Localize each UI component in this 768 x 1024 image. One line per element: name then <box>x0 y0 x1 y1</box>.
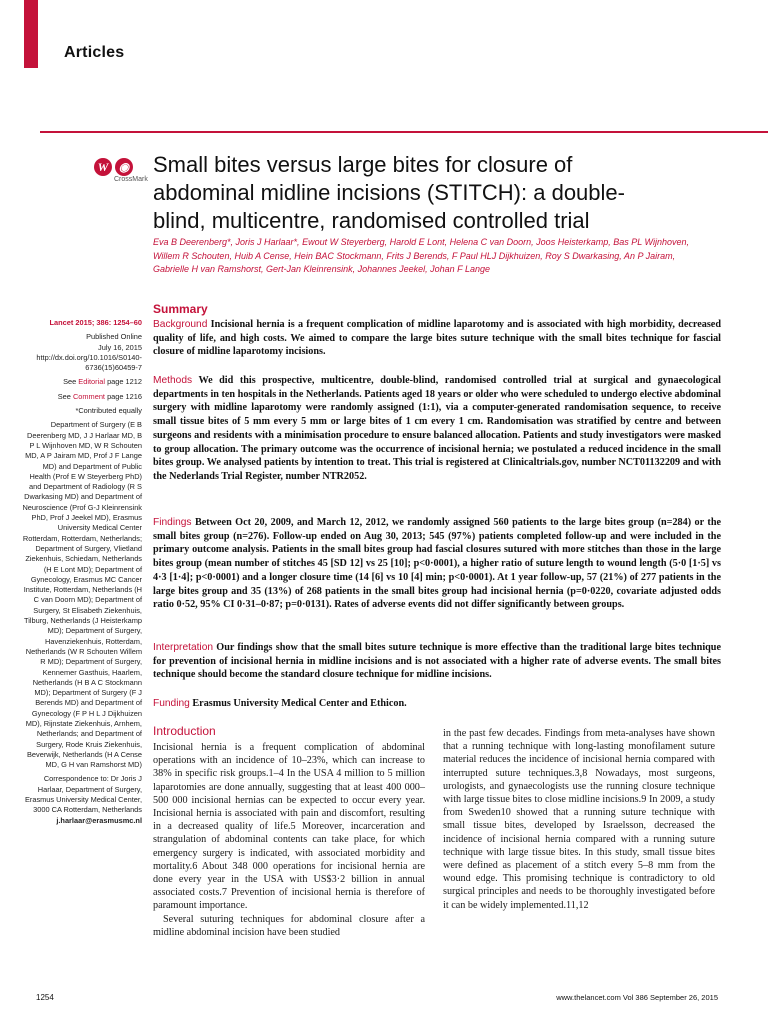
intro-paragraph-3: in the past few decades. Findings from meta-analyses have shown that a running technique with long-lasting monofilament suture material reduces the incidence of incisional hernia compared with interrupted suture techniques.3,8 Nowadays, most surgeons, urologists, and gynaecologists use the running closure technique with large tissue bites to close midline incisions.9 In 2009, a study from Sweden10 showed that a running suture technique with small tissue bites, developed by Israelsson, decreased the incidence of incisional hernia compared with a running suture technique with large tissue bites. In this study, small tissue bites were defined as placement of a stitch every 5–8 mm from the wound edge. This promising technique is contradictory to old surgical principles and needs to be thoroughly investigated before it can be widely implemented.11,12 <box>443 728 715 911</box>
findings-label: Findings <box>153 517 192 528</box>
journal-footer: www.thelancet.com Vol 386 September 26, 2015 <box>556 993 718 1002</box>
crossmark-label: CrossMark <box>114 176 148 183</box>
header-rule <box>40 131 768 133</box>
abstract-findings <box>153 516 721 612</box>
author-list: Eva B Deerenberg*, Joris J Harlaar*, Ewout W Steyerberg, Harold E Lont, Helena C van Doorn, Joos Heisterkamp, Bas PL Wijnhoven, Willem R Schouten, Huib A Cense, Hein BAC Stockmann, Frits J Berends, F Paul HLJ Dijkhuizen, Roy S Dwarkasing, An P Jairam, Gabrielle H van Ramshorst, Gert-Jan Kleinrensink, Johannes Jeekel, Johan F Lange <box>153 237 690 274</box>
funding-text: Erasmus University Medical Center and Ethicon. <box>192 698 407 709</box>
summary-heading: Summary <box>153 302 208 316</box>
article-title: Small bites versus large bites for closure of abdominal midline incisions (STITCH): a double-blind, multicentre, randomised controlled trial <box>153 152 625 233</box>
methods-label: Methods <box>153 375 193 386</box>
background-text: Incisional hernia is a frequent complication of midline laparotomy and is associated with high morbidity, decreased quality of life, and high costs. We aimed to compare the large bites suture technique with the small bites technique for fascial closure of midline laparotomy incisions. <box>153 319 721 358</box>
author-affiliations: Department of Surgery (E B Deerenberg MD, J J Harlaar MD, B P L Wijnhoven MD, W R Schouten MD, A P Jairam MD, Prof J F Lange MD) and Department of Public Health (Prof E W Steyerberg PhD) and Department of Radiology (R S Dwarkasing MD) and Department of Neuroscience (Prof G-J Kleinrensink PhD, Prof J Jeekel MD), Erasmus University Medical Center Rotterdam, Rotterdam, Netherlands; Department of Surgery, Vlietland Ziekenhuis, Schiedam, Netherlands (H E Lont MD); Department of Gynecology, Erasmus MC Cancer Institute, Rotterdam, Netherlands (H C van Doorn MD); Department of Surgery, St Elisabeth Ziekenhuis, Tilburg, Netherlands (J Heisterkamp MD); Department of Surgery, Havenziekenhuis, Rotterdam, Netherlands (W R Schouten Willem R MD); Department of Surgery, Kennemer Gasthuis, Haarlem, Netherlands (H B A C Stockmann MD); Department of Surgery (F J Berends MD) and Department of Gynecology (F P H L J Dijkhuizen MD), Rijnstate Ziekenhuis, Arnhem, Netherlands; and Department of Surgery, Rode Kruis Ziekenhuis, Beverwijk, Netherlands (H A Cense MD, G H van Ramshorst MD) <box>22 420 142 770</box>
abstract-background <box>153 318 721 359</box>
interpretation-label: Interpretation <box>153 642 214 653</box>
published-online-label: Published Online <box>86 332 142 342</box>
funding-label: Funding <box>153 698 190 709</box>
doi-link[interactable]: http://dx.doi.org/10.1016/S0140-6736(15)60459-7 <box>36 352 142 373</box>
intro-paragraph-2: Several suturing techniques for abdominal closure after a midline abdominal incision have been studied <box>153 913 425 938</box>
contributed-equally-note: *Contributed equally <box>75 406 142 416</box>
article-badges <box>94 158 148 183</box>
intro-column-1 <box>153 741 425 939</box>
intro-paragraph-1: Incisional hernia is a frequent complication of abdominal operations with an incidence of 10–23%, which can increase to 38% in specific risk groups.1–4 In the USA 4 million to 5 million laparotomies are done annually, suggesting that at least 400 000–500 000 incisional hernias can be expected to occur every year. Incisional hernia is associated with pain and discomfort, resulting in a decreased quality of life.5 Moreover, incarceration and strangulation of abdominal contents can take place, for which emergency surgery is indicated, with associated morbidity and mortality.6 About 348 000 operations for incisional hernia are done every year in the USA with US$3·2 billion in annual associated costs.7 Prevention of incisional hernia is therefore of paramount importance. <box>153 742 425 912</box>
abstract-methods <box>153 374 721 484</box>
see-comment: See Comment page 1216 <box>57 391 142 401</box>
correspondence: Correspondence to: Dr Joris J Harlaar, Department of Surgery, Erasmus University Medical Center, 3000 CA Rotterdam, Netherlands <box>24 774 142 815</box>
methods-text: We did this prospective, multicentre, double-blind, randomised controlled trial at surgical and gynaecological departments in ten hospitals in the Netherlands. Patients aged 18 years or older who were scheduled to undergo elective abdominal surgery with midline laparotomy were randomly assigned (1:1), via a computer-generated randomisation sequence, to receive small tissue bites of 5 mm every 5 mm or large bites of 1 cm every 1 cm. Randomisation was stratified by centre and between surgeons and residents with a minimisation procedure to ensure balanced allocation. Patients and study investigators were masked to group allocation. The primary outcome was the occurrence of incisional hernia; we postulated a reduced incidence in the small bites group. We analysed patients by intention to treat. This trial is registered at Clinicaltrials.gov, number NCT01132209 and with the Nederlands Trial Register, number NTR2052. <box>153 375 722 482</box>
header-accent-bar <box>24 0 38 68</box>
intro-column-2 <box>443 727 715 912</box>
interpretation-text: Our findings show that the small bites suture technique is more effective than the traditional large bites technique for prevention of incisional hernia in midline incisions and is not associated with a higher rate of adverse events. The small bites technique should become the standard closure technique for midline incisions. <box>153 642 721 681</box>
journal-reference: Lancet 2015; 386: 1254–60 <box>49 318 142 327</box>
correspondence-email[interactable]: j.harlaar@erasmusmc.nl <box>56 815 142 825</box>
background-label: Background <box>153 319 208 330</box>
crossmark-icon[interactable]: ◉ <box>115 158 133 176</box>
open-access-icon[interactable]: W <box>94 158 112 176</box>
abstract-interpretation <box>153 641 721 682</box>
comment-link[interactable]: Comment <box>72 391 105 401</box>
publication-date: July 16, 2015 <box>98 342 142 352</box>
article-sidebar <box>22 318 142 826</box>
findings-text: Between Oct 20, 2009, and March 12, 2012, we randomly assigned 560 patients to the large bites group (n=284) or the small bites group (n=276). Follow-up ended on Aug 30, 2013; 545 (97%) patients completed follow-up and were included in the primary outcome analysis. Patients in the small bites group had fascial closures sutured with more stitches than those in the large bites group (mean number of stitches 45 [SD 12] vs 25 [10]; p<0·0001), a higher ratio of suture length to wound length (5·0 [1·5] vs 4·3 [1·4]; p<0·0001) and a longer closure time (14 [6] vs 10 [4] min; p<0·0001). At 1 year follow-up, 57 (21%) of 277 patients in the large bites group and 35 (13%) of 268 patients in the small bites group had incisional hernia (p=0·0220, covariate adjusted odds ratio 0·52, 95% CI 0·31–0·87; p=0·0131). Rates of adverse events did not differ significantly between groups. <box>153 517 722 611</box>
page-number: 1254 <box>36 993 54 1002</box>
editorial-link[interactable]: Editorial <box>78 377 105 387</box>
abstract-funding <box>153 697 453 711</box>
section-label: Articles <box>64 44 125 61</box>
introduction-heading: Introduction <box>153 724 216 738</box>
see-editorial: See Editorial page 1212 <box>63 377 142 387</box>
